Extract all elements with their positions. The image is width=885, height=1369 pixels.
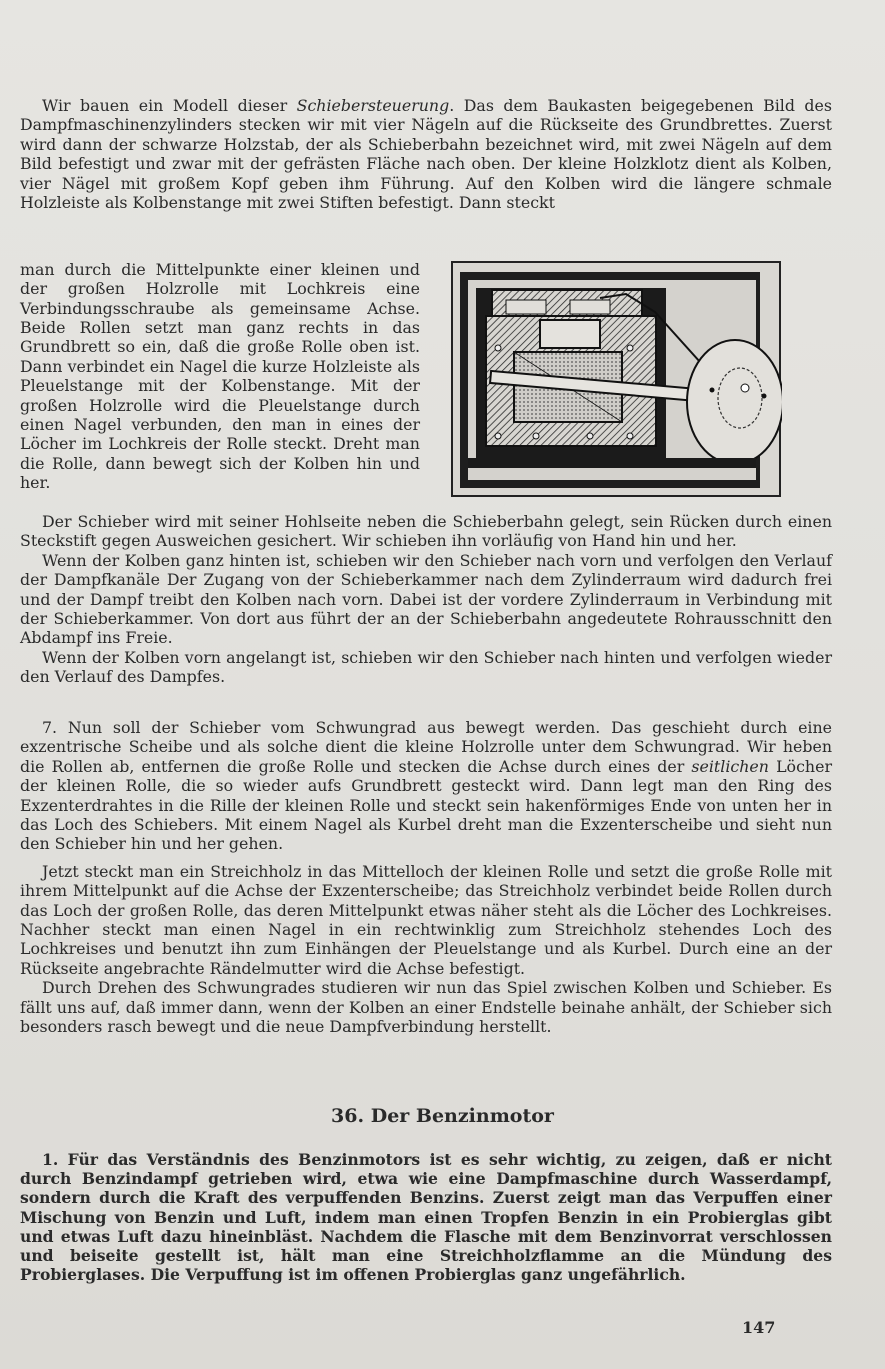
paragraph-valve-3: Wenn der Kolben vorn angelangt ist, schieben wir den Schieber nach hinten und verfolgen wieder den Verlauf des Dampfes. xyxy=(20,647,832,687)
p7-text-a: Nun soll der Schieber vom Schwungrad aus bewegt werden. Das geschieht durch eine exzentrische Scheibe und als solche dient die kleine Holzrolle unter dem Schwungrad. Wir heben die Rollen ab, entfernen die große Rolle und stecken die Achse durch eines der xyxy=(20,718,832,776)
p7-italic: seitlichen xyxy=(691,756,769,776)
paragraph-valve-2: Wenn der Kolben ganz hinten ist, schieben wir den Schieber nach vorn und verfolgen den Verlauf der Dampfkanäle Der Zugang von der Schieberkammer nach dem Zylinderraum wird dadurch frei und der Dampf treibt den Kolben nach vorn. Dabei ist der vordere Zylinderraum in Verbindung mit der Schieberkammer. Von dort aus führt der an der Schieberbahn angedeutete Rohrausschnitt den Abdampf ins Freie. xyxy=(20,550,832,648)
item-number-1: 1. xyxy=(42,1150,59,1169)
p7-text-b: Löcher der kleinen Rolle, die so wieder aufs Grundbrett gesteckt wird. Dann legt man den Ring des Exzenterdrahtes in die Rille der kleinen Rolle und steckt sein hakenförmiges Ende von unten her in das Loch des Schiebers. Mit einem Nagel als Kurbel dreht man die Exzenterscheibe und sieht nun den Schieber hin und her gehen. xyxy=(20,756,832,854)
intro-italic-term: Schiebersteuerung xyxy=(296,96,450,115)
section-heading: 36. Der Benzinmotor xyxy=(331,1105,554,1127)
valve-paragraphs xyxy=(20,512,832,687)
wrapped-paragraph xyxy=(20,244,420,508)
paragraph-8: Jetzt steckt man ein Streichholz in das Mittelloch der kleinen Rolle und setzt die große Rolle mit ihrem Mittelpunkt auf die Achse der Exzenterscheibe; das Streichholz verbindet beide Rollen durch das Loch der großen Rolle, das deren Mittelpunkt etwas näher steht als die Löcher des Lochkreises. Nachher steckt man einen Nagel in ein rechtwinklig zum Streichholz stehendes Loch des Lochkreises und benutzt ihn zum Einhängen der Pleuelstange und als Kurbel. Durch eine an der Rückseite angebrachte Rändelmutter wird die Achse befestigt. xyxy=(20,861,832,978)
paragraph-9: Durch Drehen des Schwungrades studieren wir nun das Spiel zwischen Kolben und Schieber. Es fällt uns auf, daß immer dann, wenn der Kolben an einer Endstelle beinahe anhält, der Schieber sich besonders rasch bewegt und die neue Dampfverbindung herstellt. xyxy=(20,978,832,1037)
paragraph-valve-1: Der Schieber wird mit seiner Hohlseite neben die Schieberbahn gelegt, sein Rücken durch einen Steckstift gegen Ausweichen gesichert. Wir schieben ihn vorläufig von Hand hin und her. xyxy=(20,512,832,551)
benzinmotor-paragraph xyxy=(20,1150,832,1284)
wrap-text: man durch die Mittelpunkte einer kleinen und der großen Holzrolle mit Lochkreis eine Verbindungsschraube als gemeinsame Achse. Beide Rollen setzt man ganz rechts in das Grundbrett so ein, daß die große Rolle oben ist. Dann verbindet ein Nagel die kurze Holzleiste als Pleuelstange mit der Kolbenstange. Mit der großen Holzrolle wird die Pleuelstange durch einen Nagel verbunden, den man in eines der Löcher im Lochkreis der Rolle steckt. Dreht man die Rolle, dann bewegt sich der Kolben hin und her. xyxy=(20,259,420,493)
item-number-7: 7. xyxy=(42,718,58,737)
intro-rest: . Das dem Baukasten beigegebenen Bild des Dampfmaschinenzylinders stecken wir mit vier Nägeln auf die Rückseite des Grundbrettes. Zuerst wird dann der schwarze Holzstab, der als Schieberbahn bezeichnet wird, mit zwei Nägeln auf dem Bild befestigt und zwar mit der gefrästen Fläche nach oben. Der kleine Holzklotz dient als Kolben, vier Nägel mit großem Kopf geben ihm Führung. Auf den Kolben wird die längere schmale Holzleiste als Kolbenstange mit zwei Stiften befestigt. Dann steckt xyxy=(20,96,832,213)
page-number: 147 xyxy=(742,1318,776,1337)
steam-engine-figure xyxy=(450,260,782,498)
section-7-paragraphs xyxy=(20,718,832,1037)
intro-prefix: Wir bauen ein Modell dieser xyxy=(42,96,297,115)
benzinmotor-text: Für das Verständnis des Benzinmotors ist es sehr wichtig, zu zeigen, daß er nicht durch Benzindampf getrieben wird, etwa wie eine Dampfmaschine durch Wasserdampf, sondern durch die Kraft des verpuffenden Benzins. Zuerst zeigt man das Verpuffen einer Mischung von Benzin und Luft, indem man einen Tropfen Benzin in ein Probierglas gibt und etwas Luft dazu hineinbläst. Nachdem die Flasche mit dem Benzinvorrat verschlossen und beiseite gestellt ist, hält man eine Streichholzflamme an die Mündung des Probierglases. Die Verpuffung ist im offenen Probierglas ganz ungefährlich. xyxy=(20,1150,832,1285)
slide-valve-illustration-icon xyxy=(450,260,782,498)
intro-paragraph xyxy=(20,96,832,212)
